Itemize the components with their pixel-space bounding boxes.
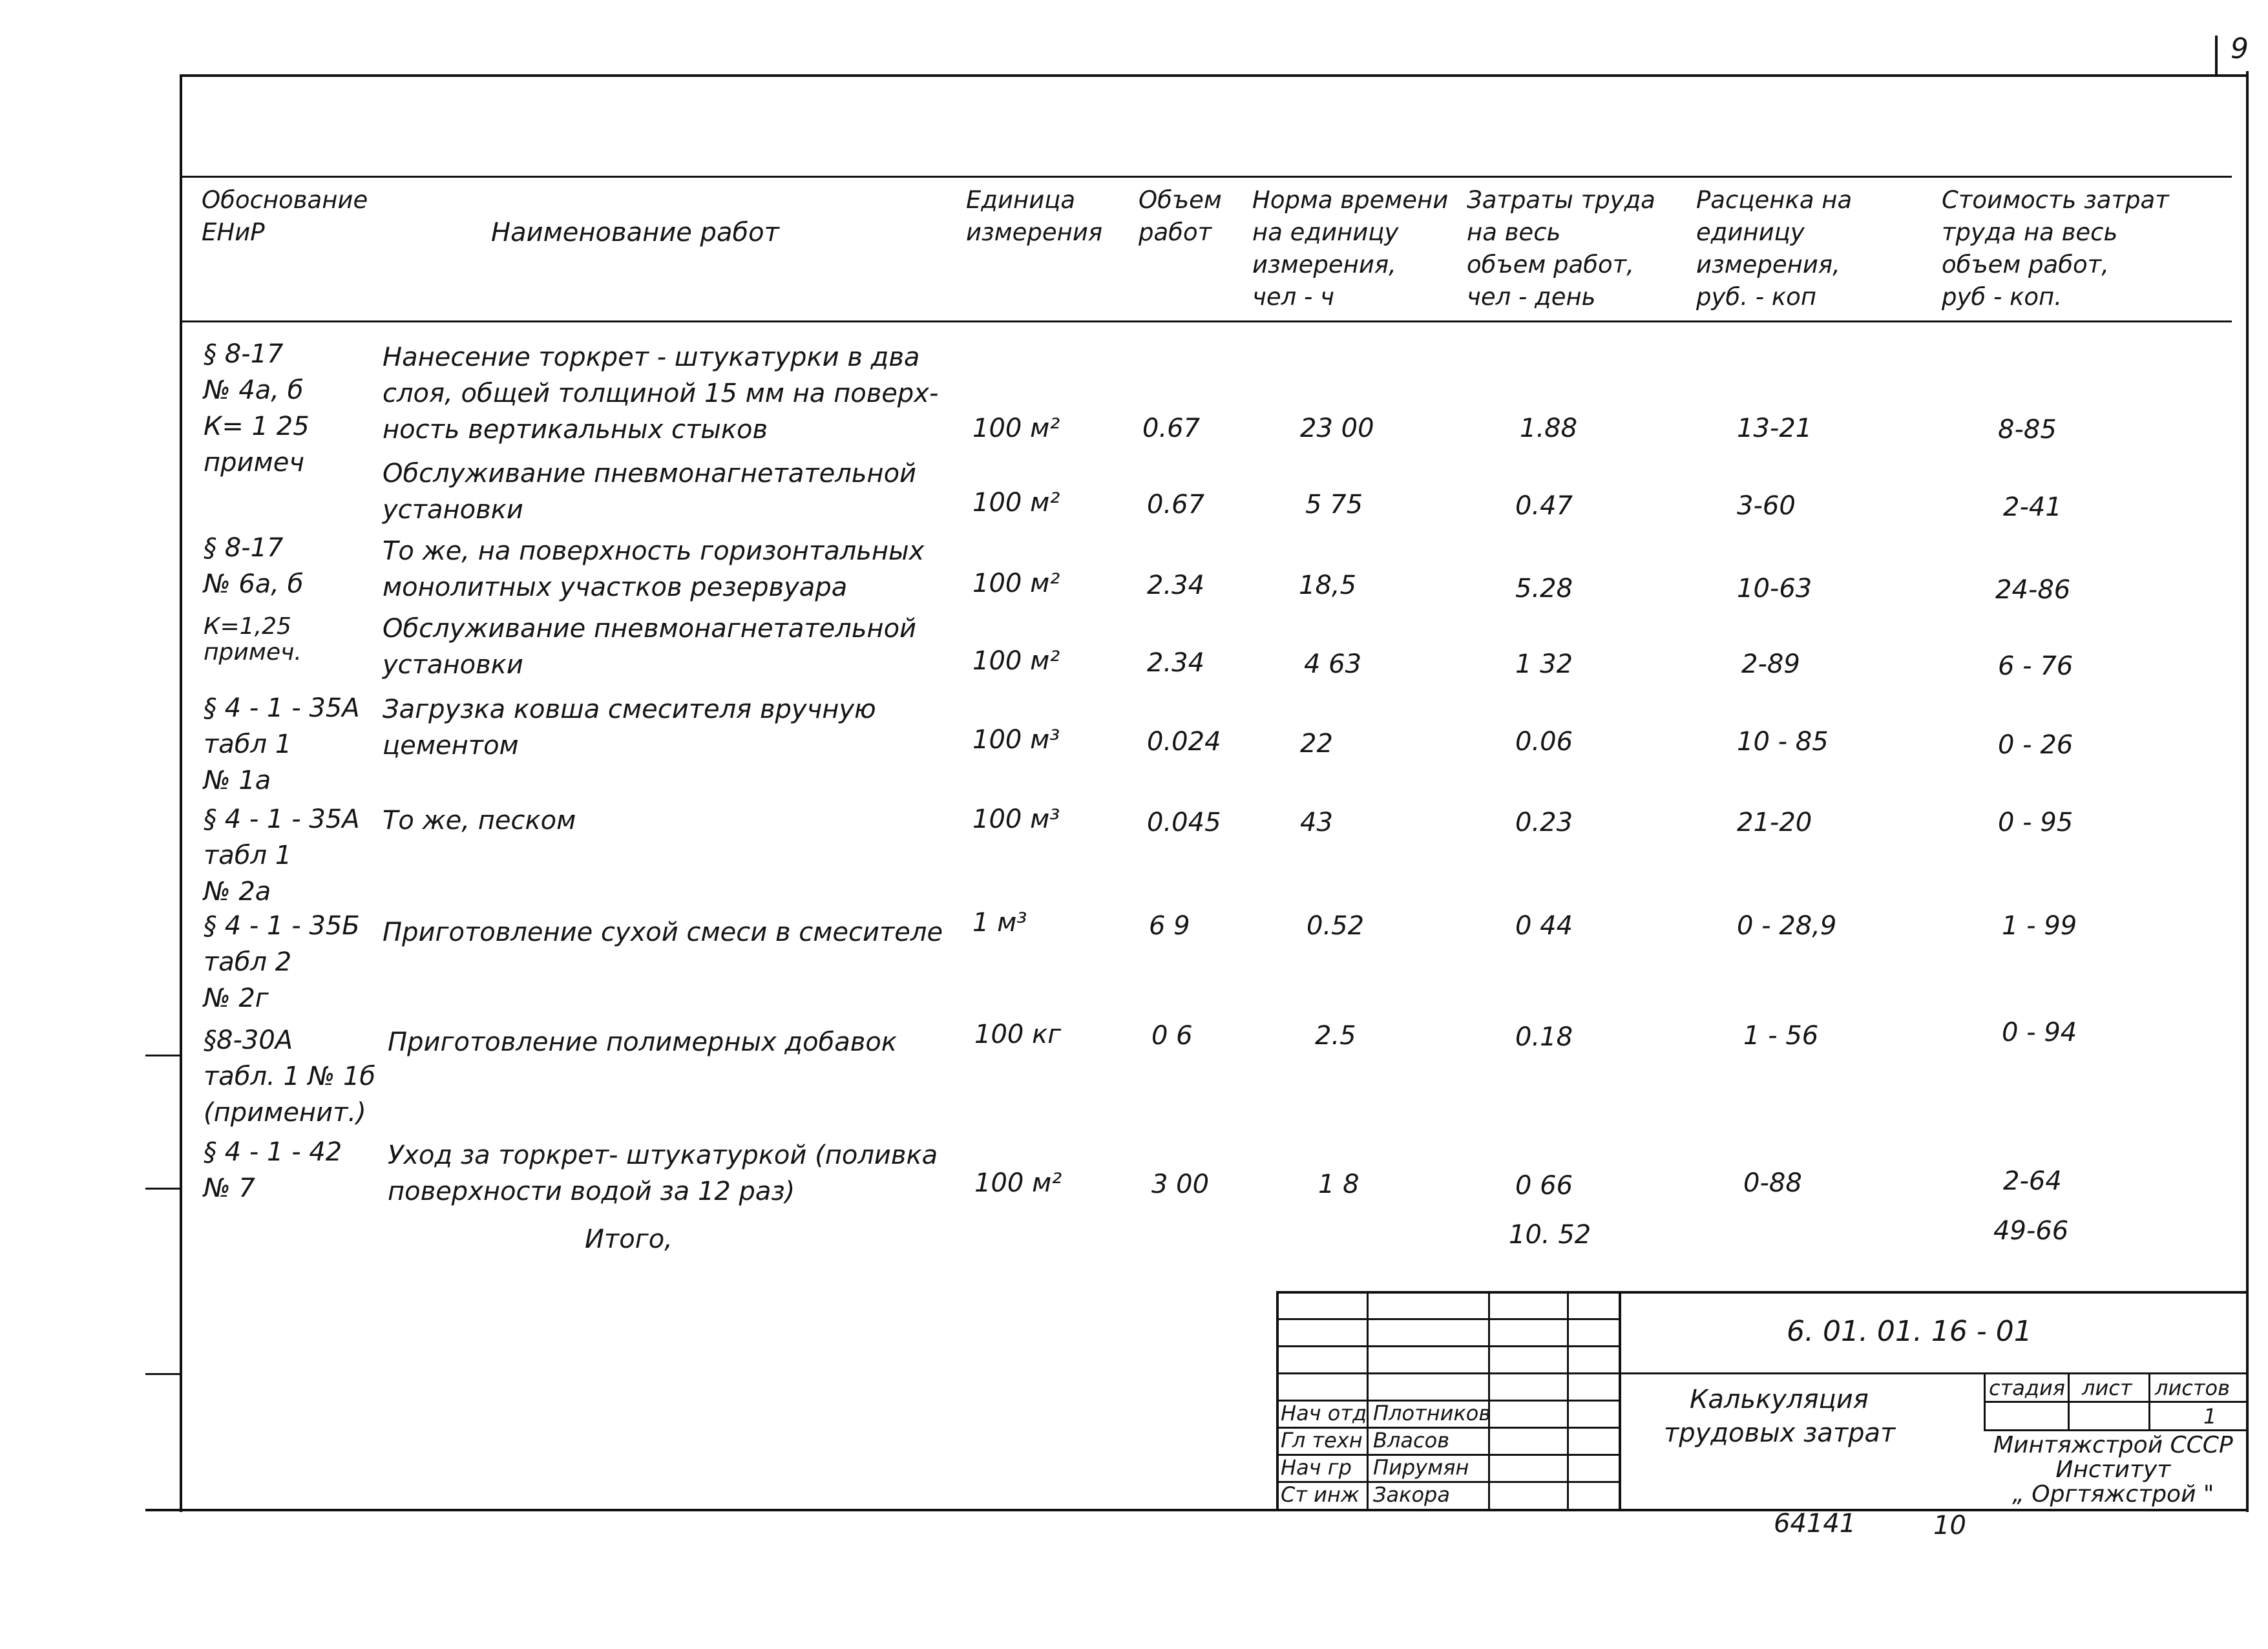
row-volume: 0.67 xyxy=(1147,490,1205,520)
sheets-value: 1 xyxy=(2203,1404,2217,1429)
row-rate: 21-20 xyxy=(1737,808,1812,837)
frame-left xyxy=(180,74,182,1512)
row-name: Обслуживание пневмонагнетательной установки xyxy=(383,459,917,525)
row-norm: 18,5 xyxy=(1299,571,1357,600)
row-name: Приготовление полимерных добавок xyxy=(388,1027,897,1057)
row-norm: 0.52 xyxy=(1307,911,1365,941)
row-basis: § 4 - 1 - 35А табл 1 № 1а xyxy=(204,693,360,795)
row-cost: 8-85 xyxy=(1998,415,2057,445)
header-basis: Обоснование ЕНиР xyxy=(202,186,368,246)
row-labor: 0 66 xyxy=(1515,1171,1573,1201)
frame-top xyxy=(181,74,2249,77)
row-rate: 1 - 56 xyxy=(1743,1021,1819,1051)
row-name: Приготовление сухой смеси в смесителе xyxy=(383,918,943,947)
row-basis: К=1,25 примеч. xyxy=(204,613,302,666)
row-rate: 10 - 85 xyxy=(1737,727,1829,757)
header-cost: Стоимость затрат труда на весь объем работ, руб - коп. xyxy=(1942,186,2169,311)
document-code: 6. 01. 01. 16 - 01 xyxy=(1787,1315,2032,1348)
total-labor: 10. 52 xyxy=(1509,1220,1591,1250)
row-norm: 43 xyxy=(1300,808,1333,837)
sheet-label: лист xyxy=(2082,1376,2132,1400)
row-cost: 24-86 xyxy=(1995,575,2071,605)
row-norm: 2.5 xyxy=(1315,1021,1356,1051)
header-volume: Объем работ xyxy=(1139,186,1222,246)
page-number-border xyxy=(2215,36,2218,74)
row-labor: 1.88 xyxy=(1520,414,1578,443)
row-rate: 0 - 28,9 xyxy=(1737,911,1837,941)
margin-mark xyxy=(145,1055,181,1056)
signer-name: Пирумян xyxy=(1373,1455,1469,1480)
sheets-label: листов xyxy=(2155,1376,2230,1400)
row-basis: § 4 - 1 - 42 № 7 xyxy=(204,1137,342,1203)
row-volume: 0 6 xyxy=(1151,1021,1193,1051)
row-labor: 5.28 xyxy=(1515,574,1573,604)
header-labor: Затраты труда на весь объем работ, чел - день xyxy=(1467,186,1655,311)
header-rule-top xyxy=(182,176,2232,178)
row-labor: 0.06 xyxy=(1515,727,1573,757)
row-cost: 0 - 94 xyxy=(2002,1018,2077,1047)
row-labor: 0.18 xyxy=(1515,1022,1573,1052)
row-basis: § 4 - 1 - 35А табл 1 № 2а xyxy=(204,804,360,907)
margin-mark xyxy=(145,1188,181,1190)
row-volume: 0.024 xyxy=(1147,727,1221,757)
row-cost: 0 - 95 xyxy=(1998,808,2074,837)
row-norm: 5 75 xyxy=(1305,490,1363,520)
organization: Минтяжстрой СССР Институт „ Оргтяжстрой " xyxy=(1993,1432,2233,1507)
row-name: То же, на поверхность горизонтальных монолитных участков резервуара xyxy=(383,536,925,602)
row-labor: 0.23 xyxy=(1515,808,1573,837)
row-labor: 1 32 xyxy=(1515,649,1573,679)
row-unit: 100 м² xyxy=(972,569,1060,598)
row-volume: 2.34 xyxy=(1147,571,1205,600)
row-unit: 1 м³ xyxy=(972,908,1027,938)
row-unit: 100 м³ xyxy=(972,804,1060,834)
header-unit: Единица измерения xyxy=(966,186,1103,246)
row-name: Обслуживание пневмонагнетательной установки xyxy=(383,614,917,680)
row-volume: 3 00 xyxy=(1151,1170,1210,1199)
total-cost: 49-66 xyxy=(1993,1216,2069,1246)
row-cost: 1 - 99 xyxy=(2002,911,2077,941)
row-cost: 2-64 xyxy=(2003,1166,2062,1196)
margin-mark xyxy=(145,1373,181,1375)
total-label: Итого, xyxy=(585,1224,673,1254)
header-rate: Расценка на единицу измерения, руб. - коп xyxy=(1696,186,1853,311)
signer-name: Закора xyxy=(1373,1482,1450,1507)
copy-number: 10 xyxy=(1933,1511,1966,1540)
row-unit: 100 м² xyxy=(974,1168,1062,1198)
signer-name: Власов xyxy=(1373,1428,1450,1453)
row-cost: 2-41 xyxy=(2003,492,2062,522)
row-rate: 13-21 xyxy=(1737,414,1812,443)
row-basis: § 8-17 № 4а, б К= 1 25 примеч xyxy=(204,339,310,478)
row-basis: §8-30А табл. 1 № 1б (применит.) xyxy=(204,1025,376,1128)
row-rate: 0-88 xyxy=(1743,1168,1802,1198)
row-rate: 2-89 xyxy=(1741,649,1800,679)
row-unit: 100 кг xyxy=(974,1020,1062,1049)
row-unit: 100 м² xyxy=(972,414,1060,443)
stage-label: стадия xyxy=(1989,1376,2066,1400)
header-rule-bottom xyxy=(182,320,2232,322)
signer-role: Гл техн xyxy=(1281,1428,1363,1453)
row-labor: 0 44 xyxy=(1515,911,1573,941)
row-rate: 3-60 xyxy=(1737,491,1796,521)
signer-role: Нач отд xyxy=(1281,1401,1367,1425)
row-basis: § 4 - 1 - 35Б табл 2 № 2г xyxy=(204,911,360,1013)
row-norm: 4 63 xyxy=(1304,649,1362,679)
row-norm: 1 8 xyxy=(1318,1170,1360,1199)
row-unit: 100 м² xyxy=(972,646,1060,676)
row-rate: 10-63 xyxy=(1737,574,1812,604)
row-name: Нанесение торкрет - штукатурки в два слоя, общей толщиной 15 мм на поверх- ность вертикальных стыков xyxy=(383,342,939,445)
row-labor: 0.47 xyxy=(1515,491,1573,521)
signer-role: Нач гр xyxy=(1281,1455,1352,1480)
signer-name: Плотников xyxy=(1373,1401,1491,1425)
signer-role: Ст инж xyxy=(1281,1482,1360,1507)
row-volume: 2.34 xyxy=(1147,648,1205,678)
row-name: Уход за торкрет- штукатуркой (поливка поверхности водой за 12 раз) xyxy=(388,1140,938,1206)
archive-number: 64141 xyxy=(1774,1509,1856,1539)
page-number: 9 xyxy=(2231,32,2249,65)
row-unit: 100 м³ xyxy=(972,725,1060,755)
row-cost: 0 - 26 xyxy=(1998,730,2074,760)
document-title: Калькуляция трудовых затрат xyxy=(1664,1385,1896,1448)
row-volume: 0.045 xyxy=(1147,808,1221,837)
row-basis: § 8-17 № 6а, б xyxy=(204,533,304,599)
header-name: Наименование работ xyxy=(491,218,779,247)
row-norm: 23 00 xyxy=(1300,414,1374,443)
row-name: Загрузка ковша смесителя вручную цементом xyxy=(383,695,876,761)
frame-right xyxy=(2246,71,2249,1512)
row-cost: 6 - 76 xyxy=(1998,651,2074,681)
row-volume: 6 9 xyxy=(1149,911,1190,941)
row-unit: 100 м² xyxy=(972,488,1060,518)
row-name: То же, песком xyxy=(383,806,576,835)
row-norm: 22 xyxy=(1300,729,1333,759)
header-norm: Норма времени на единицу измерения, чел - ч xyxy=(1252,186,1449,311)
row-volume: 0.67 xyxy=(1142,414,1201,443)
